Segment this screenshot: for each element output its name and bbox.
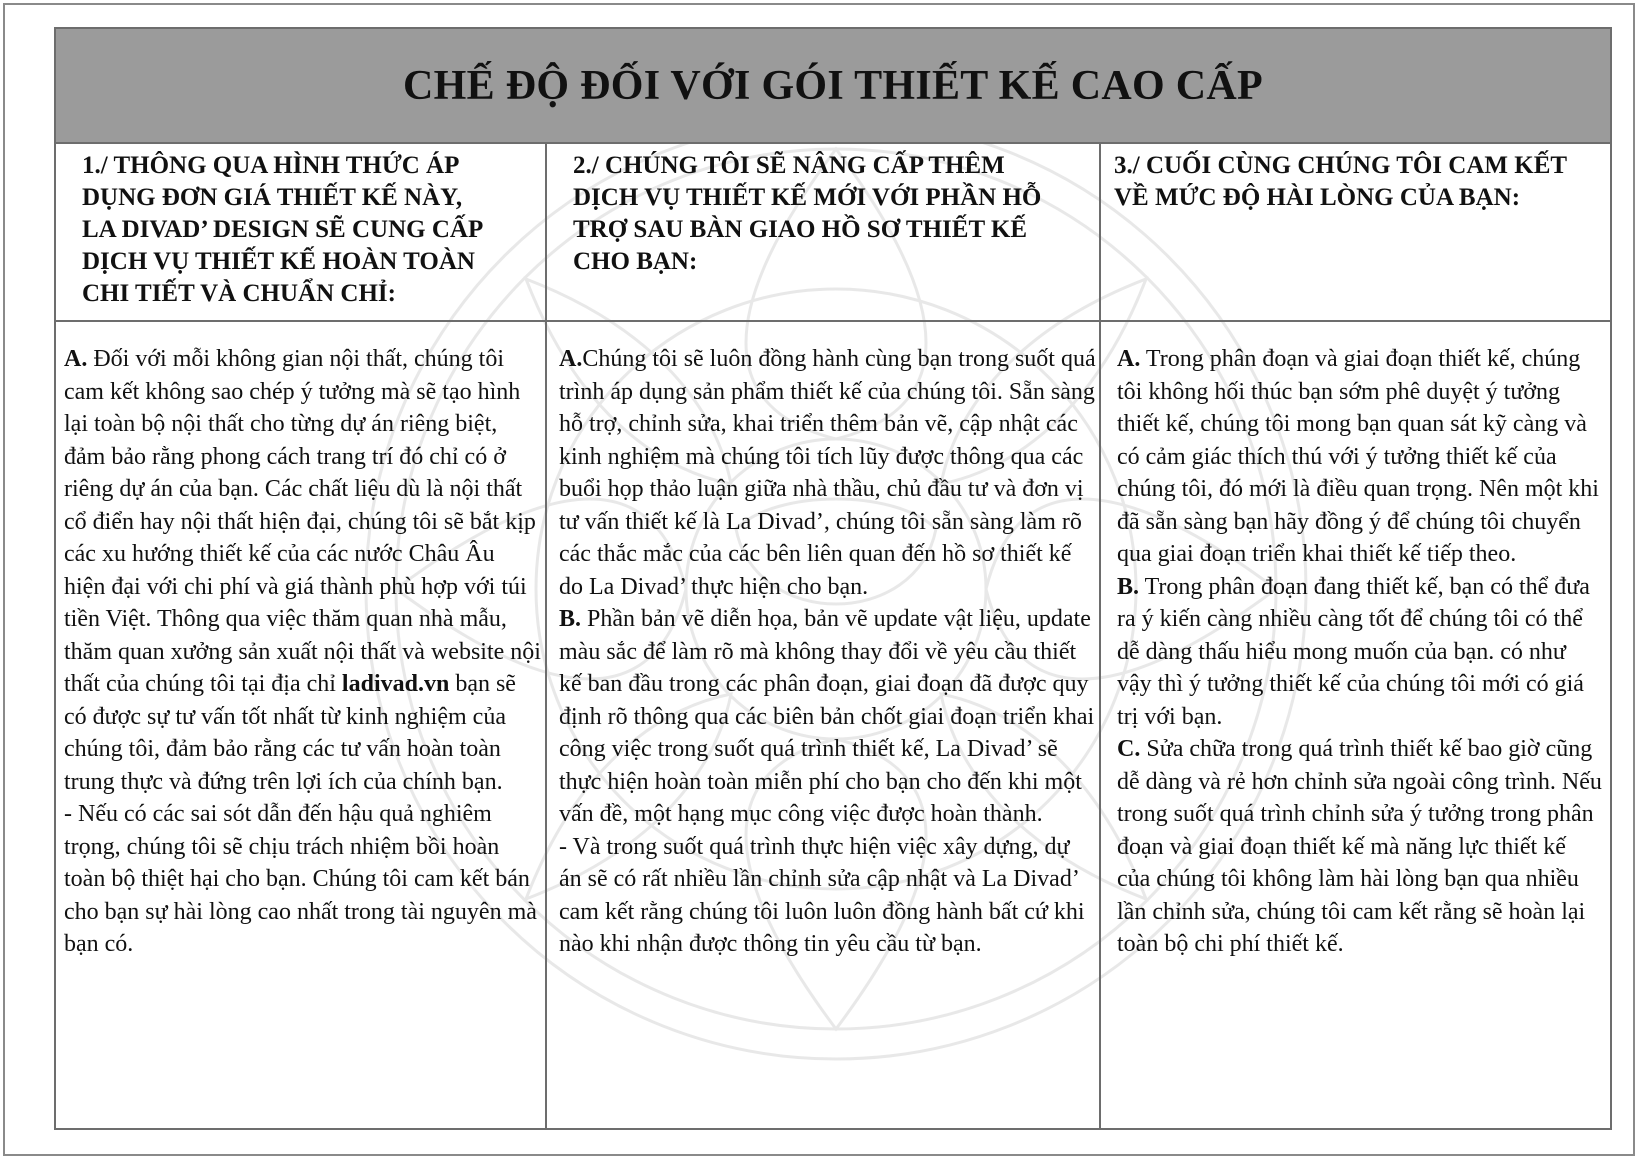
page-title: CHẾ ĐỘ ĐỐI VỚI GÓI THIẾT KẾ CAO CẤP <box>403 62 1263 109</box>
column-2-heading: 2./ CHÚNG TÔI SẼ NÂNG CẤP THÊM DỊCH VỤ THIẾT KẾ MỚI VỚI PHẦN HỖ TRỢ SAU BÀN GIAO HỒ SƠ THIẾT KẾ CHO BẠN: <box>545 144 1099 322</box>
paragraph-text: bạn sẽ có được sự tư vấn tốt nhất từ kinh nghiệm của chúng tôi, đảm bảo rằng các tư vấn hoàn toàn trung thực và đứng trên lợi ích của chính bạn. <box>64 671 516 795</box>
item-label: B. <box>559 606 582 632</box>
paragraph-a <box>559 343 1097 603</box>
item-label: A. <box>559 346 583 372</box>
paragraph-b <box>1117 571 1604 734</box>
policy-table <box>54 27 1612 1130</box>
title-bar <box>56 29 1610 144</box>
paragraph-c <box>1117 733 1604 961</box>
item-label: B. <box>1117 573 1140 600</box>
paragraph-note: - Và trong suốt quá trình thực hiện việc xây dựng, dự án sẽ có rất nhiều lần chỉnh sửa cập nhật và La Divad’ cam kết rằng chúng tôi luôn luôn đồng hành bất cứ khi nào khi nhận được thông tin yêu cầu từ bạn. <box>559 833 1085 957</box>
paragraph-text: Trong phân đoạn đang thiết kế, bạn có thể đưa ra ý kiến càng nhiều càng tốt để chúng tôi có thể dễ dàng thấu hiểu mong muốn của bạn. có như vậy thì ý tưởng thiết kế của chúng tôi mới có giá trị với bạn. <box>1117 573 1590 730</box>
item-label: A. <box>64 346 88 372</box>
paragraph-a <box>64 343 541 798</box>
column-1-heading: 1./ THÔNG QUA HÌNH THỨC ÁP DỤNG ĐƠN GIÁ THIẾT KẾ NÀY, LA DIVAD’ DESIGN SẼ CUNG CẤP DỊCH VỤ THIẾT KẾ HOÀN TOÀN CHI TIẾT VÀ CHUẨN CHỈ: <box>56 144 545 322</box>
column-1-body <box>56 322 545 1128</box>
paragraph-text: Trong phân đoạn và giai đoạn thiết kế, chúng tôi không hối thúc bạn sớm phê duyệt ý tưởng thiết kế, chúng tôi mong bạn quan sát kỹ càng và có cảm giác thích thú với ý tưởng thiết kế của chúng tôi, đó mới là điều quan trọng. Nên một khi đã sẵn sàng bạn hãy đồng ý để chúng tôi chuyển qua giai đoạn triển khai thiết kế tiếp theo. <box>1117 346 1599 567</box>
website-link[interactable]: ladivad.vn <box>341 671 450 697</box>
paragraph-text: Chúng tôi sẽ luôn đồng hành cùng bạn trong suốt quá trình áp dụng sản phẩm thiết kế của chúng tôi. Sẵn sàng hỗ trợ, chỉnh sửa, khai triển thêm bản vẽ, cập nhật các kinh nghiệm mà chúng tôi tích lũy được thông qua các buổi họp thảo luận giữa nhà thầu, chủ đầu tư và đơn vị tư vấn thiết kế là La Divad’, chúng tôi sẵn sàng làm rõ các thắc mắc của các bên liên quan đến hồ sơ thiết kế do La Divad’ thực hiện cho bạn. <box>559 346 1096 600</box>
column-2-body <box>545 322 1099 1128</box>
paragraph-b <box>559 603 1097 831</box>
paragraph-a <box>1117 343 1604 571</box>
paragraph-text: Đối với mỗi không gian nội thất, chúng tôi cam kết không sao chép ý tưởng mà sẽ tạo hình lại toàn bộ nội thất cho từng dự án riêng biệt, đảm bảo rằng phong cách trang trí đó chỉ có ở riêng dự án của bạn. Các chất liệu dù là nội thất cổ điển hay nội thất hiện đại, chúng tôi sẽ bắt kịp các xu hướng thiết kế của các nước Châu Âu hiện đại với chi phí và giá thành phù hợp với túi tiền Việt. Thông qua việc thăm quan nhà mẫu, thăm quan xưởng sản xuất nội thất và website nội thất của chúng tôi tại địa chỉ <box>64 346 541 697</box>
item-label: C. <box>1117 736 1141 762</box>
paragraph-note: - Nếu có các sai sót dẫn đến hậu quả nghiêm trọng, chúng tôi sẽ chịu trách nhiệm bồi hoàn toàn bộ thiệt hại cho bạn. Chúng tôi cam kết bán cho bạn sự hài lòng cao nhất trong tài nguyên mà bạn có. <box>64 801 537 957</box>
column-3-heading: 3./ CUỐI CÙNG CHÚNG TÔI CAM KẾT VỀ MỨC ĐỘ HÀI LÒNG CỦA BẠN: <box>1099 144 1612 322</box>
item-label: A. <box>1117 346 1141 372</box>
column-3-body <box>1099 322 1612 1128</box>
paragraph-text: Sửa chữa trong quá trình thiết kế bao giờ cũng dễ dàng và rẻ hơn chỉnh sửa ngoài công trình. Nếu trong suốt quá trình chỉnh sửa ý tưởng trong phân đoạn và giai đoạn thiết kế mà năng lực thiết kế của chúng tôi không làm hài lòng bạn qua nhiều lần chỉnh sửa, chúng tôi cam kết rằng sẽ hoàn lại toàn bộ chi phí thiết kế. <box>1117 736 1602 957</box>
paragraph-text: Phần bản vẽ diễn họa, bản vẽ update vật liệu, update màu sắc để làm rõ mà không thay đổi về yêu cầu thiết kế ban đầu trong các phân đoạn, giai đoạn đã được quy định rõ thông qua các biên bản chốt giai đoạn triển khai công việc trong suốt quá trình thiết kế, La Divad’ sẽ thực hiện hoàn toàn miễn phí cho bạn cho đến khi một vấn đề, một hạng mục công việc được hoàn thành. <box>559 606 1095 827</box>
